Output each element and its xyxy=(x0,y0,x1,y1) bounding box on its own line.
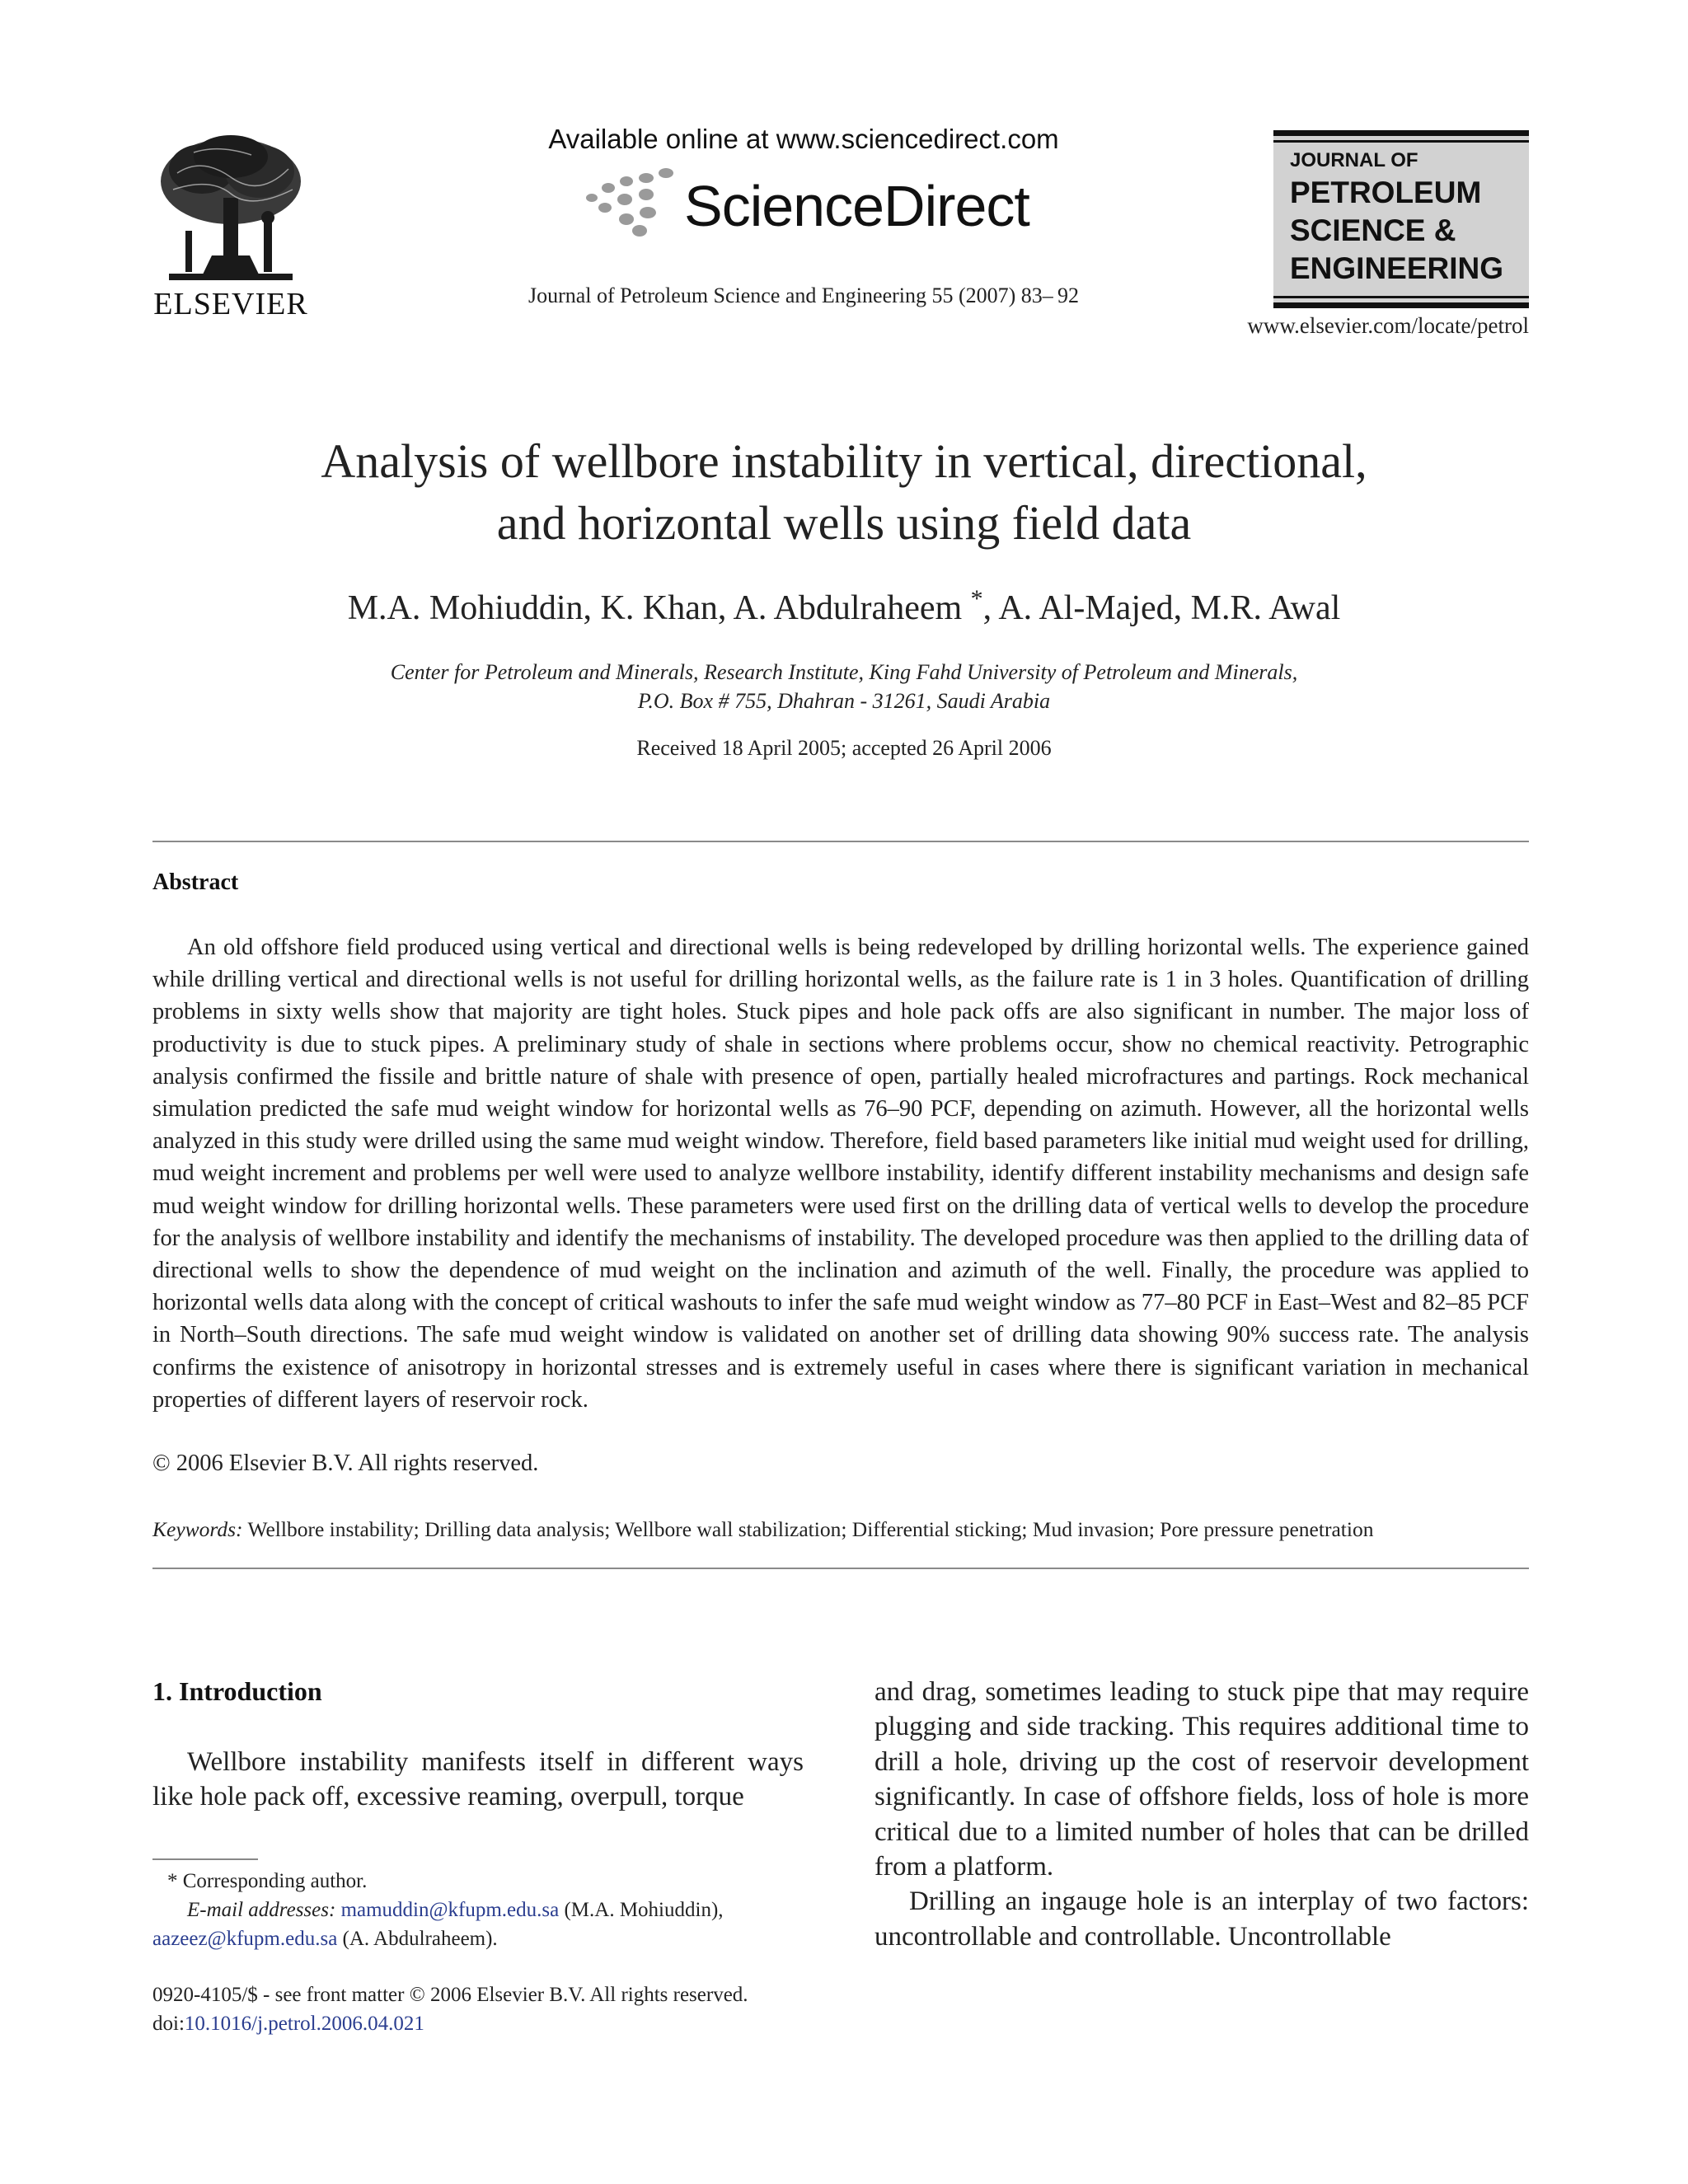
email-link-2[interactable]: aazeez@kfupm.edu.sa xyxy=(152,1928,338,1950)
intro-paragraph-left: Wellbore instability manifests itself in different ways like hole pack off, excessive reaming, overpull, torque xyxy=(152,1747,804,1811)
divider-top xyxy=(152,841,1529,842)
doi-line xyxy=(152,2009,853,2038)
dots-icon xyxy=(577,165,684,239)
email-link-1[interactable]: mamuddin@kfupm.edu.sa xyxy=(340,1899,560,1921)
sciencedirect-logo xyxy=(577,165,1029,239)
section-heading-introduction: 1. Introduction xyxy=(152,1676,322,1706)
affiliation-line-1: Center for Petroleum and Minerals, Research Institute, King Fahd University of Petroleum and Minerals, xyxy=(390,660,1298,684)
email-owner-1: (M.A. Mohiuddin), xyxy=(559,1899,724,1921)
footnote xyxy=(152,1867,853,1953)
authors-before: M.A. Mohiuddin, K. Khan, A. Abdulraheem xyxy=(347,589,971,627)
affiliation xyxy=(165,658,1523,715)
footnote-emails-line1 xyxy=(152,1896,853,1924)
keywords xyxy=(152,1517,1529,1542)
journal-url[interactable]: www.elsevier.com/locate/petrol xyxy=(1247,313,1529,338)
footnote-rule xyxy=(152,1858,258,1860)
journal-logo-line1: PETROLEUM xyxy=(1290,176,1482,209)
right-column xyxy=(874,1675,1529,1954)
sciencedirect-wordmark: ScienceDirect xyxy=(684,174,1029,238)
title-line-1: Analysis of wellbore instability in vertical, directional, xyxy=(321,434,1367,488)
received-dates: Received 18 April 2005; accepted 26 April 2006 xyxy=(636,736,1052,760)
intro-paragraph-right-2: Drilling an ingauge hole is an interplay of two factors: uncontrollable and controllable. Uncontrollable xyxy=(874,1886,1529,1952)
abstract-heading: Abstract xyxy=(152,869,239,895)
journal-logo-of: JOURNAL OF xyxy=(1290,149,1418,171)
journal-reference: Journal of Petroleum Science and Engineering 55 (2007) 83– 92 xyxy=(528,284,1080,307)
authors-after: , A. Al-Majed, M.R. Awal xyxy=(982,589,1341,627)
publisher-name: ELSEVIER xyxy=(153,287,308,321)
article-title xyxy=(165,430,1523,554)
journal-logo-line3: ENGINEERING xyxy=(1290,251,1504,285)
authors xyxy=(165,585,1523,628)
abstract-text: An old offshore field produced using vertical and directional wells is being redeveloped by drilling horizontal wells. The experience gained while drilling vertical and directional wells is not useful for drilling horizontal wells, as the failure rate is 1 in 3 holes. Quantification of drilling problems in sixty wells show that majority are tight holes. Stuck pipes and hole pack offs are also significant in number. The major loss of productivity is due to stuck pipes. A preliminary study of shale in sections where problems occur, show no chemical reactivity. Petrographic analysis confirmed the fissile and brittle nature of shale with presence of open, partially healed microfractures and partings. Rock mechanical simulation predicted the safe mud weight window for horizontal wells as 76–90 PCF, depending on azimuth. However, all the horizontal wells analyzed in this study were drilled using the same mud weight window. Therefore, field based parameters like initial mud weight used for drilling, mud weight increment and problems per well were used to analyze wellbore instability, identify different instability mechanisms and design safe mud weight window for drilling horizontal wells. These parameters were used first on the drilling data of vertical wells to develop the procedure for the analysis of wellbore instability and identify the mechanisms of instability. The developed procedure was then applied to the drilling data of directional wells to show the dependence of mud weight on the inclination and azimuth of the well. Finally, the procedure was applied to horizontal wells data along with the concept of critical washouts to infer the safe mud weight window as 77–80 PCF in East–West and 82–85 PCF in North–South directions. The safe mud weight window is validated on another set of drilling data showing 90% success rate. The analysis confirms the existence of anisotropy in horizontal stresses and is extremely useful in cases where there is significant variation in mechanical properties of different layers of reservoir rock. xyxy=(152,935,1529,1413)
keywords-text: Wellbore instability; Drilling data analysis; Wellbore wall stabilization; Differential sticking; Mud invasion; Pore pressure penetration xyxy=(242,1517,1374,1541)
issn-line: 0920-4105/$ - see front matter © 2006 Elsevier B.V. All rights reserved. xyxy=(152,1984,748,2006)
tree-icon xyxy=(152,132,309,284)
journal-logo xyxy=(1273,130,1529,308)
abstract-copyright: © 2006 Elsevier B.V. All rights reserved. xyxy=(152,1451,539,1476)
divider-bottom xyxy=(152,1568,1529,1569)
corresponding-mark[interactable]: * xyxy=(970,585,983,612)
front-matter xyxy=(152,1980,853,2038)
email-owner-2: (A. Abdulraheem). xyxy=(337,1928,498,1950)
affiliation-line-2: P.O. Box # 755, Dhahran - 31261, Saudi Arabia xyxy=(637,689,1051,713)
doi-label: doi: xyxy=(152,2013,185,2035)
title-line-2: and horizontal wells using field data xyxy=(496,496,1192,550)
elsevier-logo xyxy=(148,132,313,321)
journal-logo-line2: SCIENCE & xyxy=(1290,213,1456,247)
keywords-label: Keywords: xyxy=(152,1517,243,1541)
footnote-corresponding: * Corresponding author. xyxy=(167,1870,368,1892)
intro-paragraph-right-1: and drag, sometimes leading to stuck pipe that may require plugging and side tracking. This requires additional time to drill a hole, driving up the cost of reservoir development significantly. In case of offshore fields, loss of hole is more critical due to a limited number of holes that can be drilled from a platform. xyxy=(874,1677,1529,1882)
email-label: E-mail addresses: xyxy=(187,1899,336,1921)
footnote-emails-line2 xyxy=(152,1924,853,1953)
doi-link[interactable]: 10.1016/j.petrol.2006.04.021 xyxy=(184,2013,424,2035)
available-online-text: Available online at www.sciencedirect.com xyxy=(548,124,1059,154)
